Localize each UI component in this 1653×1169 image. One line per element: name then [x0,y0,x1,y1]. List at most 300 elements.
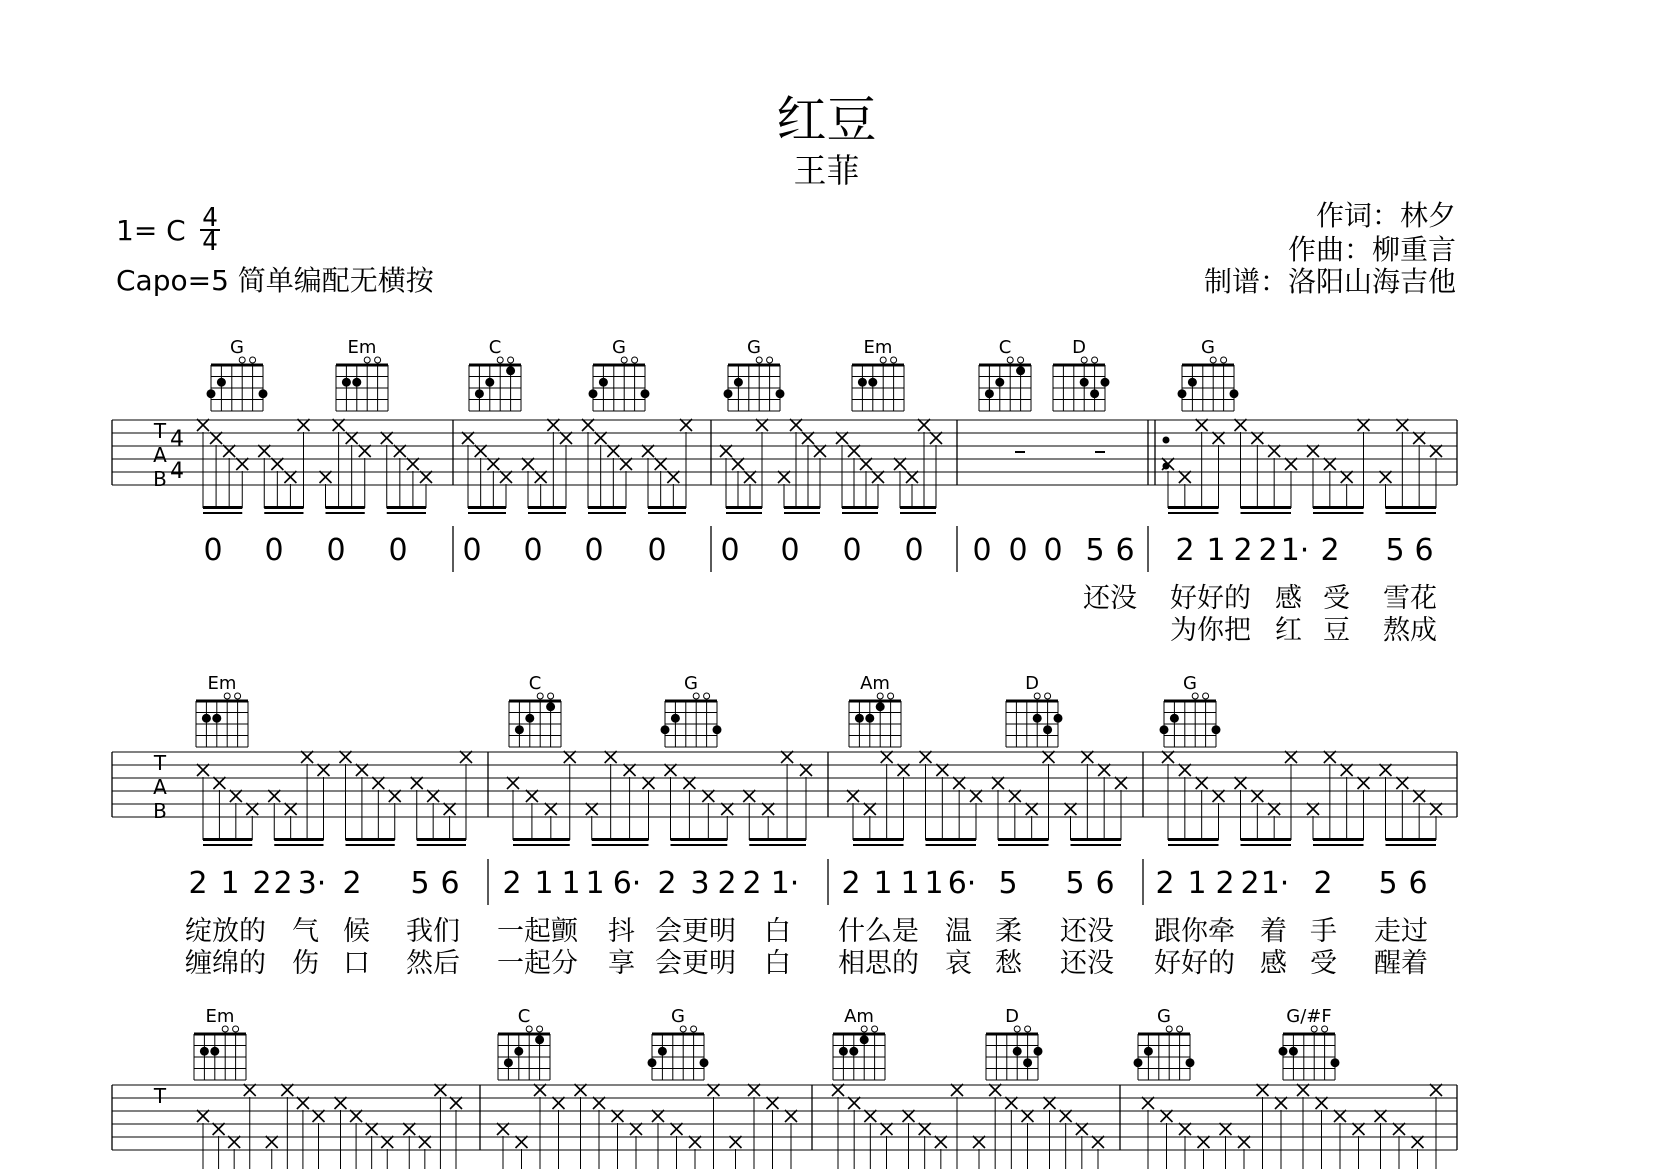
muted-note-x [268,790,280,802]
muted-note-x [318,764,330,776]
muted-note-x [680,419,692,431]
lyric-word: 熬成 [1383,615,1437,646]
muted-note-x [244,1084,256,1096]
jianpu-note: 0 [264,533,284,568]
chord-finger-dot [865,714,874,723]
muted-note-x [372,777,384,789]
muted-note-x [1235,777,1247,789]
beam [998,838,1049,841]
lyric-word: 缠绵的 [185,948,266,979]
muted-note-x [1307,445,1319,457]
muted-note-x [1081,751,1093,763]
chord-diagram-d [1006,673,1063,747]
muted-note-x [301,751,313,763]
muted-note-x [346,432,358,444]
chord-finger-dot [1134,1058,1143,1067]
muted-note-x [832,1084,844,1096]
chord-name: G [1157,1006,1171,1027]
jianpu-note: 5 [1065,866,1085,901]
muted-note-x [230,790,242,802]
chord-finger-dot [1013,1047,1022,1056]
lyric-word: 雪花 [1383,583,1437,614]
chord-finger-dot [849,1047,858,1056]
tab-staff [112,751,1457,846]
chord-diagram-c [509,673,561,747]
chord-name: C [528,673,542,694]
chord-finger-dot [1331,1058,1340,1067]
jianpu-note: 0 [972,533,992,568]
chord-finger-dot [713,725,722,734]
jianpu-note: 1· [1280,533,1310,568]
jianpu-note: 3· [297,866,327,901]
beam [264,512,303,514]
muted-note-x [497,1123,509,1135]
beam [926,838,977,841]
open-string-marker [1177,1026,1183,1032]
muted-note-x [1297,1084,1309,1096]
muted-note-x [582,419,594,431]
jianpu-note: 1 [561,866,581,901]
beam [900,512,936,514]
time-sig-tab: 4 [170,427,184,452]
jianpu-row [203,526,1433,572]
muted-note-x [381,1136,393,1148]
muted-note-x [197,764,209,776]
jianpu-note: 2 [1215,866,1235,901]
muted-note-x [271,458,283,470]
muted-note-x [553,1097,565,1109]
chord-finger-dot [599,378,608,387]
tab-clef-letter: A [153,443,167,467]
chord-diagram-g [661,673,722,747]
beam [784,506,820,509]
muted-note-x [1044,1097,1056,1109]
beam [1241,844,1292,846]
muted-note-x [767,1097,779,1109]
jianpu-note: 6· [612,866,642,901]
jianpu-note: 2 [841,866,861,901]
muted-note-x [642,445,654,457]
muted-note-x [872,471,884,483]
beam [326,512,365,514]
muted-note-x [1213,790,1225,802]
chord-finger-dot [700,1058,709,1067]
muted-note-x [918,419,930,431]
muted-note-x [394,445,406,457]
muted-note-x [1353,1123,1365,1135]
chord-finger-dot [589,389,598,398]
beam [1386,506,1437,509]
muted-note-x [903,1110,915,1122]
muted-note-x [213,1123,225,1135]
chord-diagram-g [207,337,268,411]
open-string-marker [537,1026,543,1032]
jianpu-note: 6 [1095,866,1115,901]
beam [468,512,506,514]
muted-note-x [1412,1136,1424,1148]
lyric-word: 还没 [1060,948,1114,979]
open-string-marker [375,357,381,363]
muted-note-x [427,790,439,802]
muted-note-x [1196,419,1208,431]
lyric-word: 白 [764,916,791,947]
muted-note-x [197,419,209,431]
muted-note-x [595,432,607,444]
muted-note-x [500,471,512,483]
open-string-marker [235,693,241,699]
muted-note-x [1076,1123,1088,1135]
jianpu-note: 5 [1378,866,1398,901]
tab-clef-letter: T [153,751,167,775]
jianpu-note: 0 [904,533,924,568]
muted-note-x [298,419,310,431]
key-label: 1= C [116,214,186,247]
muted-note-x [1430,445,1442,457]
lyric-word: 柔 [995,916,1022,947]
beam [1313,506,1364,509]
beam [1168,506,1219,509]
jianpu-note: 0 [462,533,482,568]
chord-name: D [1005,1006,1019,1027]
beam [588,512,626,514]
muted-note-x [1092,1136,1104,1148]
muted-note-x [919,1123,931,1135]
lyric-word: 气 [292,916,319,947]
beam [274,838,323,841]
muted-note-x [359,445,371,457]
chord-diagram-c [469,337,521,411]
muted-note-x [366,1123,378,1135]
chord-finger-dot [1101,378,1110,387]
beam [203,506,242,509]
beam [203,844,252,846]
beam [264,506,303,509]
muted-note-x [333,419,345,431]
beam [203,838,252,841]
beam [417,838,466,841]
jianpu-note: 2 [717,866,737,901]
chord-name: D [1025,673,1039,694]
lyric-word: 感 [1275,583,1302,614]
jianpu-note: 2 [1258,533,1278,568]
jianpu-note: 2 [273,866,293,901]
chord-finger-dot [734,378,743,387]
muted-note-x [522,458,534,470]
jianpu-note: 2 [342,866,362,901]
muted-note-x [762,803,774,815]
muted-note-x [197,1110,209,1122]
open-string-marker [1025,1026,1031,1032]
chord-finger-dot [200,1047,209,1056]
muted-note-x [936,764,948,776]
jianpu-note: 3 [690,866,710,901]
muted-note-x [836,432,848,444]
muted-note-x [730,1136,742,1148]
jianpu-note: 2 [742,866,762,901]
muted-note-x [564,751,576,763]
open-string-marker [1092,357,1098,363]
chord-name: G [684,673,698,694]
beam [998,844,1049,846]
beam [671,844,728,846]
chord-name: D [1072,337,1086,358]
lyric-word: 抖 [608,916,635,947]
muted-note-x [545,803,557,815]
chord-name: G/#F [1286,1006,1332,1027]
muted-note-x [848,445,860,457]
muted-note-x [1285,458,1297,470]
repeat-dot [1163,437,1170,444]
chord-diagram-c [498,1006,550,1080]
chord-finger-dot [207,389,216,398]
open-string-marker [704,693,710,699]
chord-finger-dot [525,714,534,723]
jianpu-note: 1 [924,866,944,901]
beam [842,506,878,509]
jianpu-note: 0 [1043,533,1063,568]
chord-finger-dot [352,378,361,387]
open-string-marker [508,357,514,363]
lyrics-verse-1 [185,916,1428,947]
muted-note-x [881,1123,893,1135]
chord-diagram-g [648,1006,709,1080]
muted-note-x [236,458,248,470]
muted-note-x [407,458,419,470]
jianpu-note: 1· [770,866,800,901]
beam [203,512,242,514]
jianpu-note: 2 [1233,533,1253,568]
chord-name: Em [347,337,377,358]
muted-note-x [612,1110,624,1122]
muted-note-x [778,471,790,483]
chord-finger-dot [1178,389,1187,398]
muted-note-x [487,458,499,470]
muted-note-x [419,1136,431,1148]
beam [648,506,686,509]
beam [671,838,728,841]
tab-clef-letter: A [153,775,167,799]
muted-note-x [906,471,918,483]
chord-finger-dot [985,389,994,398]
muted-note-x [1307,803,1319,815]
chord-finger-dot [506,366,515,375]
muted-note-x [1161,1110,1173,1122]
muted-note-x [335,1097,347,1109]
muted-note-x [720,445,732,457]
chord-finger-dot [1034,1047,1043,1056]
chord-name: Em [863,337,893,358]
lyricist: 作词：林夕 [1315,199,1456,232]
beam [1071,838,1122,841]
lyric-word: 口 [343,948,370,979]
chord-finger-dot [839,1047,848,1056]
lyrics-verse-2 [1170,615,1437,646]
capo-note: Capo=5 简单编配无横按 [116,264,434,297]
chord-name: G [1183,673,1197,694]
jianpu-note: 1· [1260,866,1290,901]
muted-note-x [989,1084,1001,1096]
lyric-word: 红 [1275,615,1302,646]
repeat-dot [1163,463,1170,470]
lyric-word: 愁 [995,948,1022,979]
tab-staff [112,419,1457,514]
chord-diagram-c [979,337,1031,411]
muted-note-x [1430,1084,1442,1096]
open-string-marker [767,357,773,363]
muted-note-x [1316,1097,1328,1109]
chord-finger-dot [858,378,867,387]
open-string-marker [548,693,554,699]
lyric-word: 受 [1310,948,1337,979]
muted-note-x [1220,1123,1232,1135]
jianpu-note: 1 [534,866,554,901]
muted-note-x [356,764,368,776]
muted-note-x [535,471,547,483]
beam [528,506,566,509]
muted-note-x [1413,790,1425,802]
beam [784,512,820,514]
chord-finger-dot [1023,1058,1032,1067]
muted-note-x [281,1084,293,1096]
muted-note-x [732,458,744,470]
chord-finger-dot [1043,725,1052,734]
muted-note-x [1005,1097,1017,1109]
chord-diagram-g [589,337,650,411]
jianpu-note: 0 [720,533,740,568]
muted-note-x [246,803,258,815]
chord-name: C [517,1006,531,1027]
jianpu-note: 1 [900,866,920,901]
beam [326,506,365,509]
chord-diagram-em [194,1006,246,1080]
lyric-word: 醒着 [1374,948,1428,979]
jianpu-note: 2 [188,866,208,901]
lyric-word: 温 [945,916,972,947]
chord-finger-dot [1289,1047,1298,1056]
muted-note-x [667,471,679,483]
muted-note-x [881,751,893,763]
open-string-marker [888,693,894,699]
open-string-marker [632,357,638,363]
chord-name: G [230,337,244,358]
jianpu-note: 6 [1115,533,1135,568]
muted-note-x [970,790,982,802]
beam [387,512,426,514]
beam [749,844,806,846]
beam [648,512,686,514]
muted-note-x [1380,471,1392,483]
jianpu-note: 5 [410,866,430,901]
lyric-word: 享 [608,948,635,979]
muted-note-x [1380,764,1392,776]
composer: 作曲：柳重言 [1287,233,1456,266]
muted-note-x [1396,419,1408,431]
muted-note-x [744,471,756,483]
muted-note-x [898,764,910,776]
chord-finger-dot [210,1047,219,1056]
chord-finger-dot [535,1035,544,1044]
muted-note-x [894,458,906,470]
muted-note-x [1324,458,1336,470]
chord-finger-dot [1033,714,1042,723]
muted-note-x [847,790,859,802]
muted-note-x [258,445,270,457]
tab-clef-letter: T [153,1084,167,1108]
muted-note-x [411,777,423,789]
chord-finger-dot [1230,389,1239,398]
beam [1168,844,1219,846]
chord-diagram-am [833,1006,885,1080]
muted-note-x [1334,1110,1346,1122]
beam [842,512,878,514]
chord-finger-dot [217,378,226,387]
muted-note-x [951,1084,963,1096]
muted-note-x [1396,777,1408,789]
open-string-marker [1221,357,1227,363]
chord-finger-dot [1144,1047,1153,1056]
beam [726,506,762,509]
chord-name: G [671,1006,685,1027]
beam [1386,844,1437,846]
beam [588,506,626,509]
jianpu-note: 0 [203,533,223,568]
beam [1241,512,1292,514]
muted-note-x [475,445,487,457]
jianpu-note: 5 [998,866,1018,901]
muted-note-x [743,790,755,802]
jianpu-note: 0 [388,533,408,568]
lyric-word: 会更明 [655,948,736,979]
lyric-word: 好好的 [1170,583,1251,614]
beam [513,838,570,841]
beam [592,844,649,846]
jianpu-note: 0 [780,533,800,568]
muted-note-x [1393,1123,1405,1135]
lyric-word: 跟你牵 [1154,916,1235,947]
muted-note-x [1268,803,1280,815]
muted-note-x [1275,1097,1287,1109]
chord-diagram-g [1178,337,1239,411]
muted-note-x [1358,419,1370,431]
beam [417,844,466,846]
chord-finger-dot [1188,378,1197,387]
jianpu-note: 6 [1408,866,1428,901]
muted-note-x [1235,419,1247,431]
jianpu-note: 0 [842,533,862,568]
lyric-word: 感 [1260,948,1287,979]
tab-clef-letter: T [153,419,167,443]
muted-note-x [671,1123,683,1135]
time-numerator: 4 [202,203,218,233]
muted-note-x [708,1084,720,1096]
lyric-word: 手 [1310,916,1337,947]
chord-finger-dot [724,389,733,398]
artist-name: 王菲 [793,151,860,190]
muted-note-x [748,1084,760,1096]
lyric-word: 一起分 [497,948,578,979]
muted-note-x [434,1084,446,1096]
chord-finger-dot [202,714,211,723]
muted-note-x [935,1136,947,1148]
chord-finger-dot [995,378,1004,387]
muted-note-x [781,751,793,763]
lyric-word: 豆 [1323,615,1350,646]
jianpu-note: 2 [1175,533,1195,568]
chord-diagram-em [336,337,388,411]
chord-finger-dot [648,1058,657,1067]
time-denominator: 4 [202,227,218,257]
muted-note-x [1251,432,1263,444]
